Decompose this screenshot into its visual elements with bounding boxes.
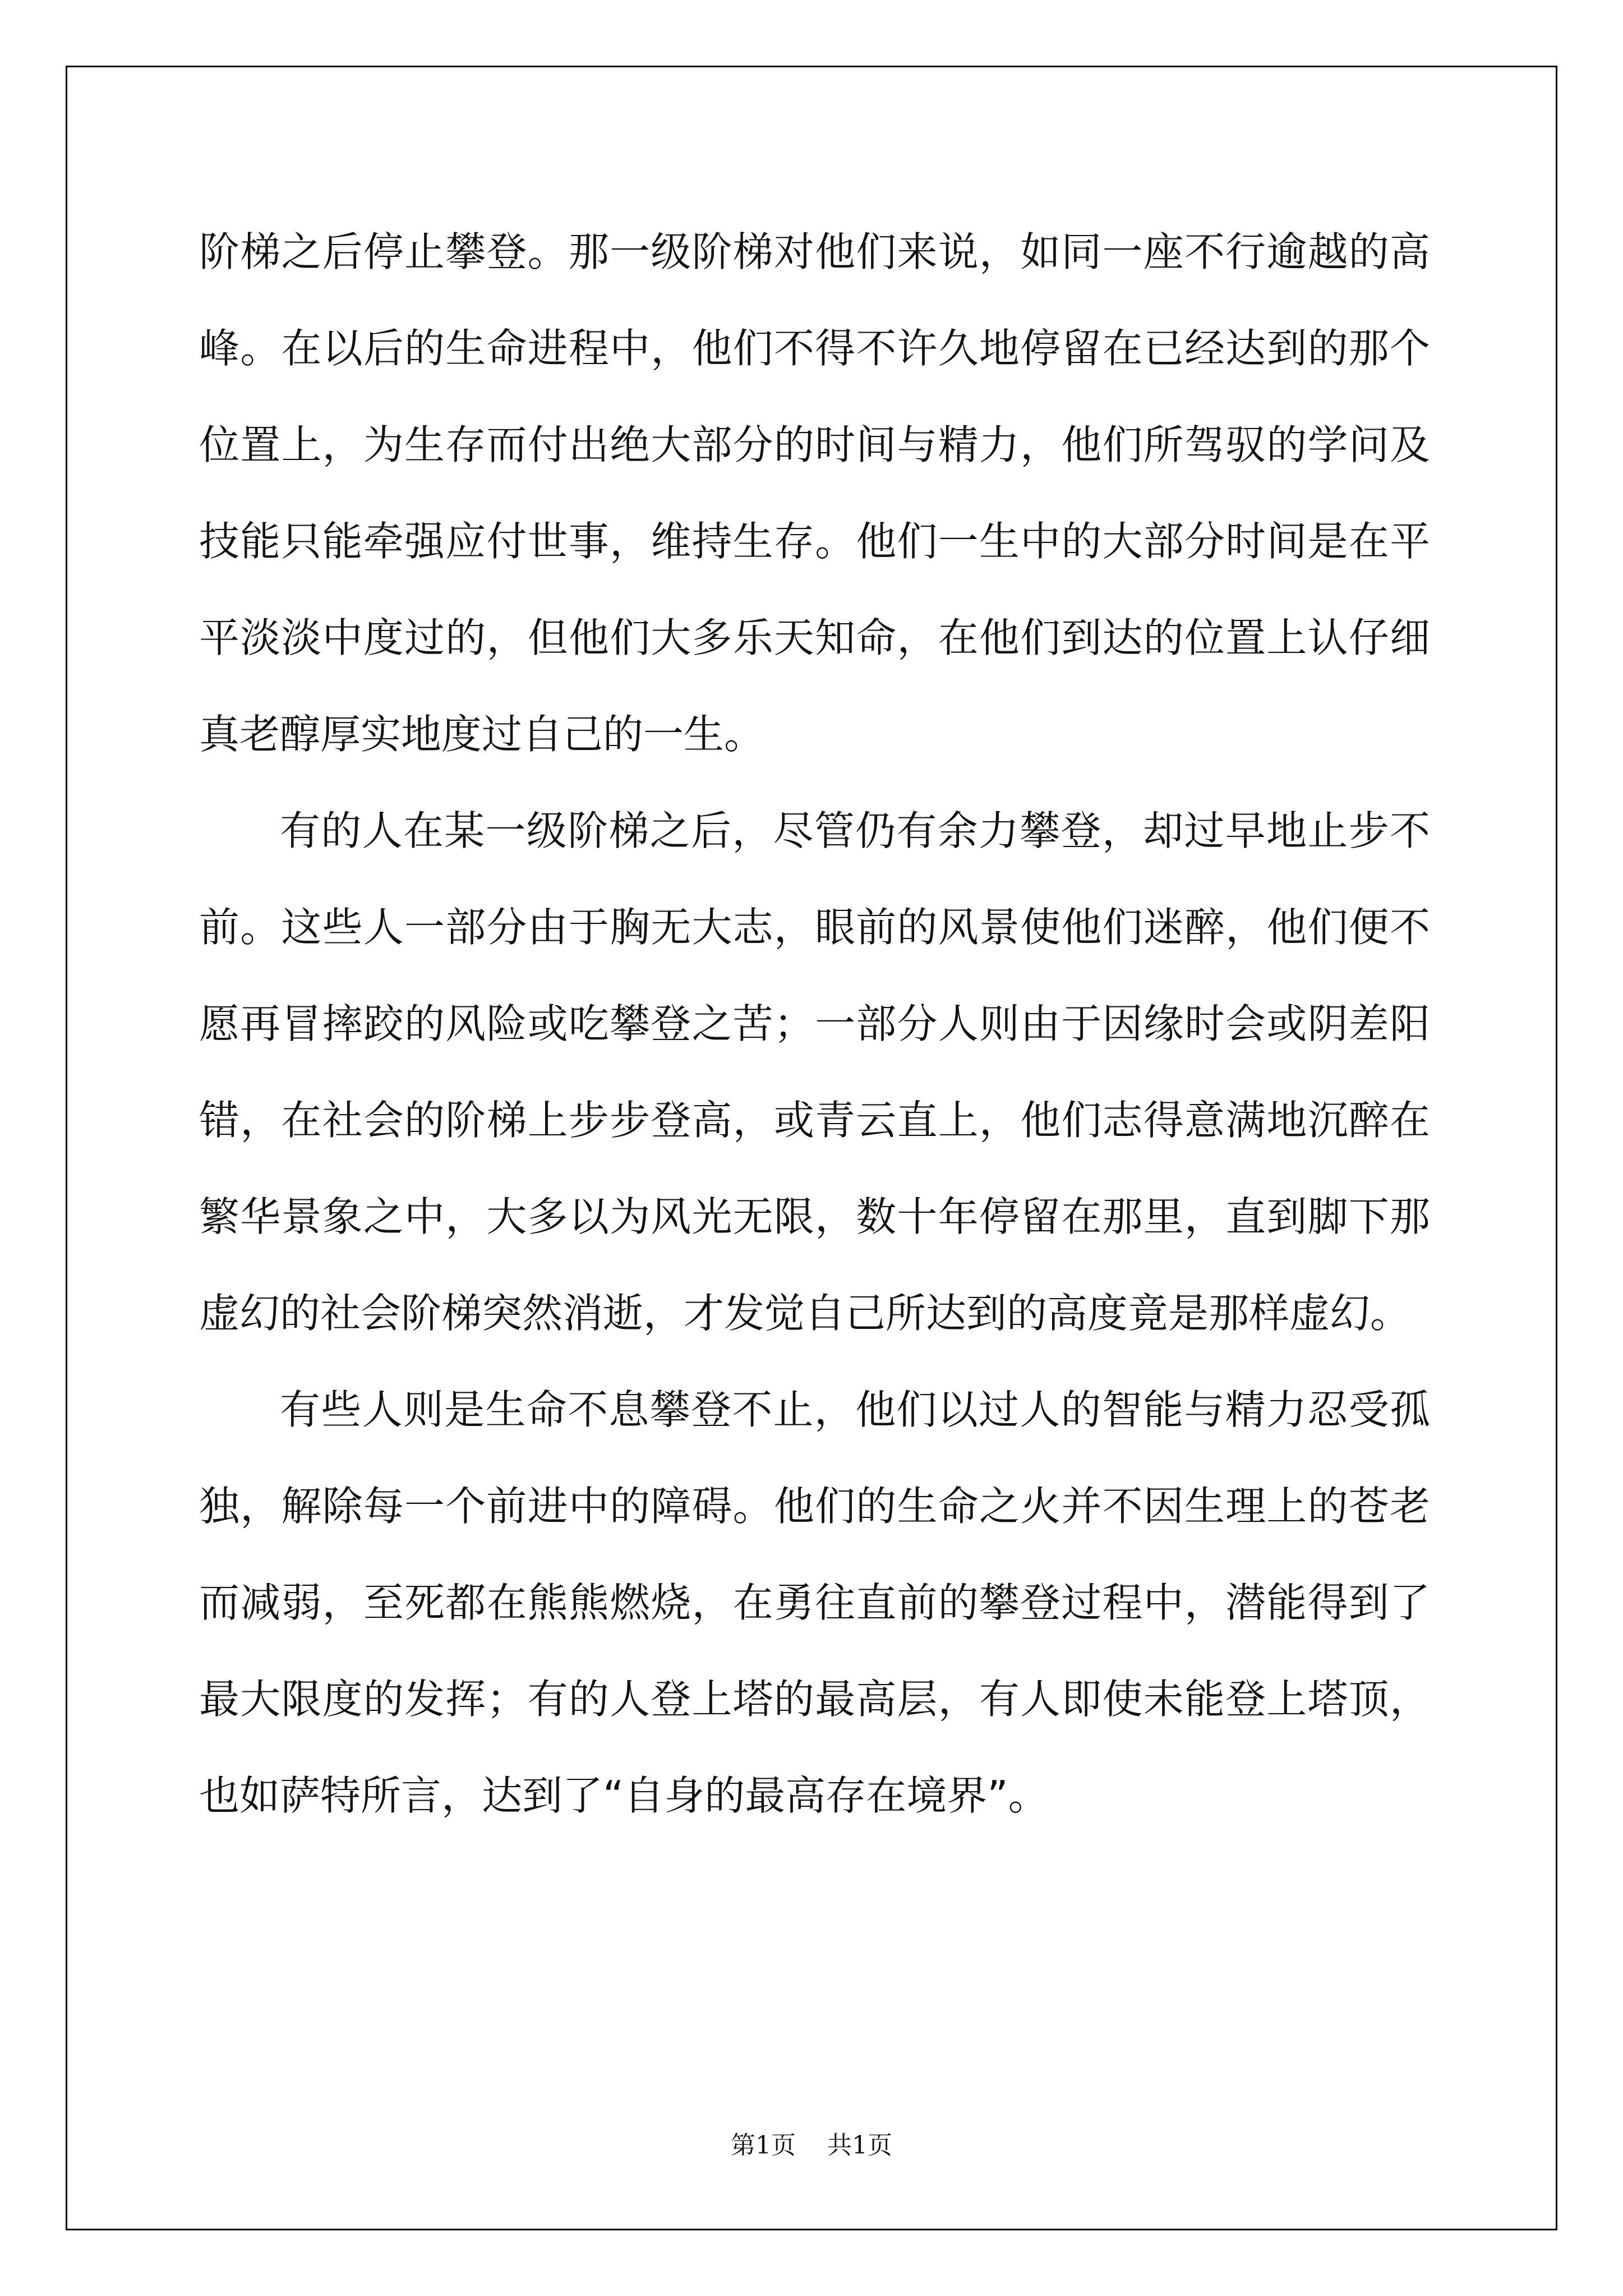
page-footer bbox=[0, 2129, 1623, 2162]
page-total: 共1页 bbox=[827, 2131, 892, 2160]
paragraph-2: 有的人在某一级阶梯之后，尽管仍有余力攀登，却过早地止步不前。这些人一部分由于胸无大志，眼前的风景使他们迷醉，他们便不愿再冒摔跤的风险或吃攀登之苦；一部分人则由于因缘时会或阴差阳错，在社会的阶梯上步步登高，或青云直上，他们志得意满地沉醉在繁华景象之中，大多以为风光无限，数十年停留在那里，直到脚下那虚幻的社会阶梯突然消逝，才发觉自己所达到的高度竟是那样虚幻。 bbox=[199, 807, 1430, 1337]
page-number: 第1页 bbox=[731, 2131, 796, 2160]
document-body bbox=[199, 204, 1430, 1844]
paragraph-3: 有些人则是生命不息攀登不止，他们以过人的智能与精力忍受孤独，解除每一个前进中的障碍。他们的生命之火并不因生理上的苍老而减弱，至死都在熊熊燃烧，在勇往直前的攀登过程中，潜能得到了最大限度的发挥；有的人登上塔的最高层，有人即使未能登上塔顶，也如萨特所言，达到了“自身的最高存在境界”。 bbox=[199, 1386, 1430, 1819]
paragraph-1: 阶梯之后停止攀登。那一级阶梯对他们来说，如同一座不行逾越的高峰。在以后的生命进程中，他们不得不许久地停留在已经达到的那个位置上，为生存而付出绝大部分的时间与精力，他们所驾驭的学问及技能只能牵强应付世事，维持生存。他们一生中的大部分时间是在平平淡淡中度过的，但他们大多乐天知命，在他们到达的位置上认仔细真老醇厚实地度过自己的一生。 bbox=[199, 228, 1430, 758]
